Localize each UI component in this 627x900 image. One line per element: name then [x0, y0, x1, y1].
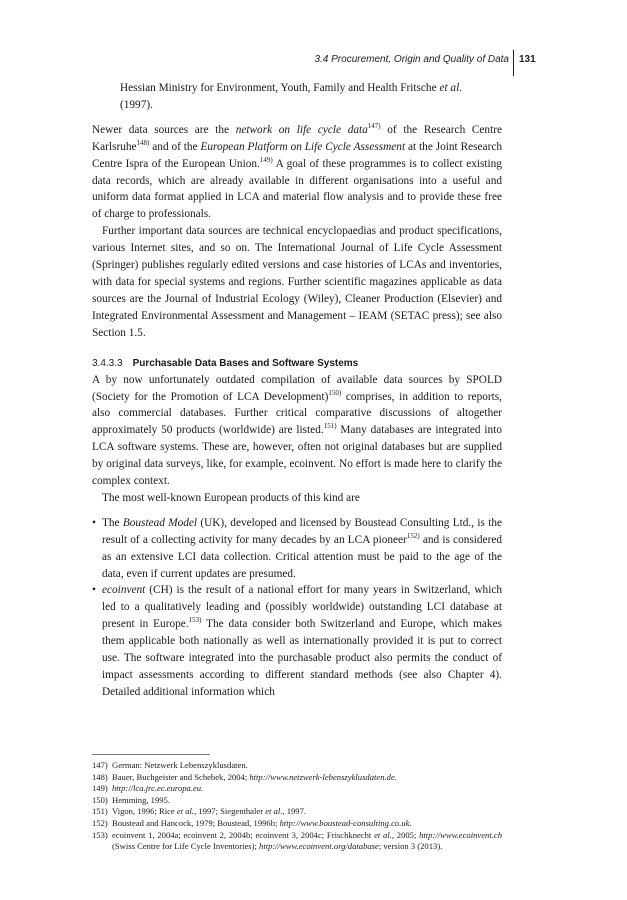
- text: A by now unfortunately outdated compilation of available data sources by SPOLD (Society for the Promotion of LCA Development): [92, 373, 502, 403]
- text: The data consider both Switzerland and Europe, which makes them applicable both nationally as well as internationally provided it is put to correct use. The software integrated into the purchasable product also permits the conduct of impact assessments according to different standard methods (see also Chapter 4). Detailed additional information which: [102, 618, 502, 698]
- paragraph-hessian: [92, 80, 502, 114]
- text: at the Joint Research Centre Ispra of the European Union.: [92, 140, 502, 170]
- section-number: 3.4.3.3: [92, 357, 123, 369]
- text: comprises, in addition to reports, also commercial databases. Further critical comparative discussions of altogether approximately 50 products (worldwide) are listed.: [92, 390, 502, 437]
- text: ecoinvent 1, 2004a; ecoinvent 2, 2004b; ecoinvent 3, 2004c; Frischknecht: [112, 829, 375, 840]
- text: (Swiss Centre for Life Cycle Inventories);: [112, 841, 260, 852]
- footnote: [92, 806, 502, 818]
- text: Hemming, 1995.: [112, 794, 171, 805]
- text: Bauer, Buchgeister and Schebek, 2004;: [112, 771, 250, 782]
- section-title: Purchasable Data Bases and Software Systems: [132, 357, 359, 369]
- paragraph-spold: [92, 372, 502, 490]
- footnote-link[interactable]: http://www.ecoinvent.ch: [419, 829, 502, 840]
- italic-text: et al.: [439, 82, 463, 94]
- italic-text: et al.: [265, 806, 283, 817]
- footnote-ref[interactable]: 152): [406, 531, 420, 540]
- footnote-ref[interactable]: 148): [136, 138, 150, 147]
- footnote-link[interactable]: http://www.netzwerk-lebenszyklusdaten.de.: [249, 771, 397, 782]
- footnote-number: 153): [92, 829, 108, 840]
- text: Boustead and Hancock, 1979; Boustead, 1996b;: [112, 817, 280, 828]
- italic-text: European Platform on Life Cycle Assessment: [200, 140, 406, 153]
- footnote-ref[interactable]: 149): [259, 155, 273, 164]
- footnote-number: 147): [92, 760, 108, 770]
- paragraph-newer-sources: [92, 122, 502, 223]
- footnote-number: 151): [92, 806, 108, 817]
- footnote-link[interactable]: http://lca.jrc.ec.europa.eu.: [112, 783, 204, 794]
- product-list: [92, 515, 502, 701]
- italic-text: et al.: [374, 829, 392, 840]
- text: of the Research Centre Karlsruhe: [92, 123, 502, 153]
- text: German: Netzwerk Lebenszyklusdaten.: [112, 760, 248, 770]
- list-item: [92, 582, 502, 700]
- footnote-link[interactable]: http://www.ecoinvent.org/database: [259, 841, 379, 852]
- text: ; version 3 (2013).: [378, 841, 443, 852]
- text: A goal of these programmes is to collect existing data records, which are already available in different organisations into a useful and uniform data format applied in LCA and material flow analysis and to provide these free of charge to professionals.: [92, 157, 502, 221]
- text: (CH) is the result of a national effort for many years in Switzerland, which led to a qualitatively leading and (possibly worldwide) outstanding LCI database at present in Europe.: [102, 584, 502, 631]
- bullet-icon: •: [92, 516, 96, 529]
- footnote: [92, 818, 502, 830]
- text: Hessian Ministry for Environment, Youth, Family and Health Fritsche: [120, 82, 440, 94]
- header-divider: [513, 50, 514, 76]
- text: , 2005;: [391, 829, 420, 840]
- text: Vigon, 1996; Rice: [112, 806, 177, 817]
- list-item: [92, 515, 502, 583]
- running-title: 3.4 Procurement, Origin and Quality of Data: [314, 54, 509, 65]
- running-header: [0, 50, 627, 78]
- footnote: [92, 760, 502, 772]
- footnote-number: 152): [92, 817, 108, 828]
- footnote: [92, 795, 502, 807]
- footnote-ref[interactable]: 153): [188, 616, 202, 625]
- text: and is considered as an extensive LCI data collection. Critical attention must be paid to the age of the data, even if current updates are presumed.: [102, 533, 502, 580]
- italic-text: network on life cycle data: [235, 123, 368, 136]
- footnote-ref[interactable]: 150): [328, 388, 342, 397]
- footnotes: [92, 754, 502, 853]
- text: (UK), developed and licensed by Boustead Consulting Ltd., is the result of a collecting activity for many decades by an LCA pioneer: [102, 516, 502, 546]
- footnote-number: 149): [92, 783, 108, 794]
- text: , 1997.: [282, 806, 307, 817]
- page-body: [92, 80, 502, 701]
- italic-text: ecoinvent: [102, 584, 146, 597]
- text: Newer data sources are the: [92, 123, 236, 136]
- text: The: [102, 516, 123, 529]
- footnote-ref[interactable]: 147): [367, 122, 381, 131]
- footnote-divider: [92, 754, 210, 755]
- text: Many databases are integrated into LCA software systems. These are, however, often not original databases but are supplied by original data surveys, like, for example, ecoinvent. No effort is made here to clarify the complex context.: [92, 424, 502, 488]
- footnote: [92, 772, 502, 784]
- footnote-number: 148): [92, 771, 108, 782]
- italic-text: Boustead Model: [122, 516, 198, 529]
- bullet-icon: •: [92, 584, 96, 597]
- page-number: 131: [519, 54, 536, 65]
- paragraph-further-sources: Further important data sources are technical encyclopaedias and product specifications, various Internet sites, and so on. The International Journal of Life Cycle Assessment (Springer) publishes regularly edited versions and case histories of LCAs and inventories, with data for special systems and regions. Further scientific magazines applicable as data sources are the Journal of Industrial Ecology (Wiley), Cleaner Production (Elsevier) and Integrated Environmental Assessment and Management – IEAM (SETAC press); see also Section 1.5.: [92, 225, 502, 339]
- footnote-ref[interactable]: 151): [323, 422, 337, 431]
- footnote-link[interactable]: http://www.boustead-consulting.co.uk.: [279, 817, 412, 828]
- section-heading: [92, 356, 502, 372]
- text: and of the: [149, 140, 201, 153]
- footnote: [92, 830, 502, 853]
- text: (1997).: [120, 98, 153, 111]
- text: , 1997; Siegenthaler: [194, 806, 266, 817]
- paragraph-most-known: The most well-known European products of this kind are: [102, 491, 360, 504]
- italic-text: et al.: [176, 806, 195, 817]
- footnote: [92, 783, 502, 795]
- footnote-number: 150): [92, 794, 108, 805]
